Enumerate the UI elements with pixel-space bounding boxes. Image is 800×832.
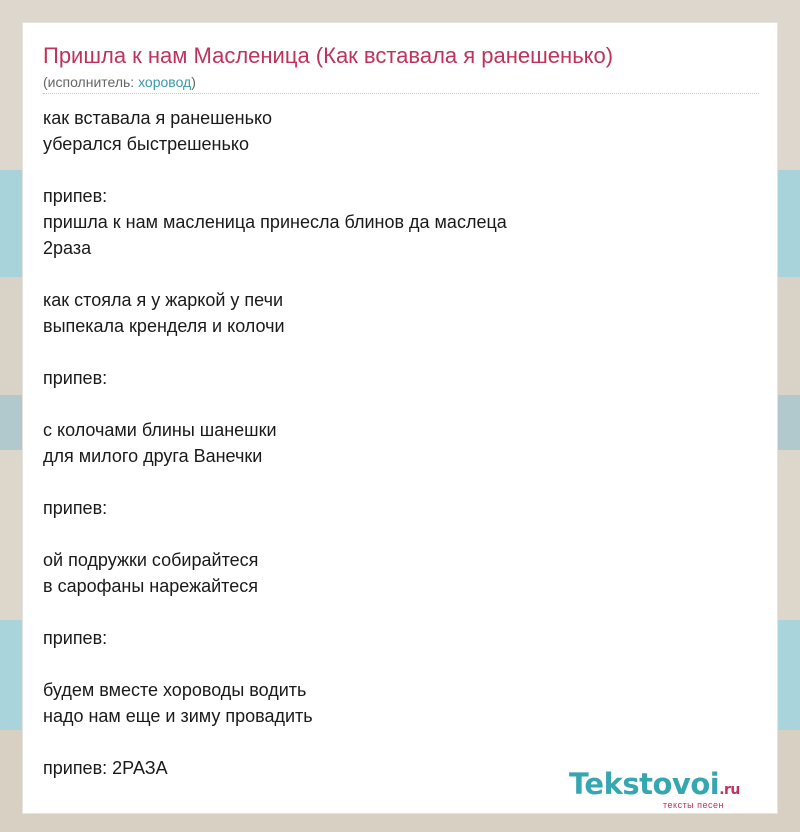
lyrics-line: с колочами блины шанешки: [43, 420, 277, 440]
lyrics-line: будем вместе хороводы водить: [43, 680, 307, 700]
lyrics-line: надо нам еще и зиму провадить: [43, 706, 313, 726]
artist-suffix: ): [191, 74, 196, 90]
artist-prefix: (исполнитель:: [43, 74, 139, 90]
lyrics-line: припев:: [43, 368, 108, 388]
logo-name: Tekstovoi: [569, 767, 720, 801]
lyrics-stanza: [43, 365, 759, 391]
lyrics-line: припев:: [43, 498, 108, 518]
lyrics-line: для милого друга Ванечки: [43, 446, 263, 466]
lyrics-line: уберался быстрешенько: [43, 134, 249, 154]
lyrics-line: 2раза: [43, 238, 92, 258]
lyrics-line: как стояла я у жаркой у печи: [43, 290, 284, 310]
lyrics-line: припев:: [43, 186, 108, 206]
lyrics-line: как вставала я ранешенько: [43, 108, 273, 128]
title-divider: [43, 93, 759, 94]
lyrics-line: в сарофаны нарежайтеся: [43, 576, 258, 596]
lyrics-stanza: [43, 417, 759, 469]
logo-tagline: тексты песен: [663, 800, 725, 810]
lyrics-line: пришла к нам масленица принесла блинов да маслеца: [43, 212, 507, 232]
lyrics-stanza: [43, 547, 759, 599]
lyrics-stanza: [43, 287, 759, 339]
lyrics-line: припев: 2РАЗА: [43, 758, 168, 778]
lyrics-stanza: [43, 183, 759, 261]
lyrics-stanza: [43, 495, 759, 521]
logo-tld: .ru: [719, 782, 740, 798]
site-logo[interactable]: [569, 767, 769, 817]
lyrics-line: припев:: [43, 628, 108, 648]
lyrics-stanza: [43, 105, 759, 157]
lyrics-stanza: [43, 677, 759, 729]
lyrics-card: [22, 22, 778, 814]
logo-wordmark: [569, 767, 740, 801]
song-title: Пришла к нам Масленица (Как вставала я ранешенько): [43, 43, 614, 68]
artist-line: [43, 74, 196, 90]
lyrics-stanza: [43, 625, 759, 651]
artist-link[interactable]: хоровод: [138, 74, 192, 90]
lyrics-text: [43, 105, 759, 807]
lyrics-line: выпекала кренделя и колочи: [43, 316, 285, 336]
lyrics-line: ой подружки собирайтеся: [43, 550, 259, 570]
